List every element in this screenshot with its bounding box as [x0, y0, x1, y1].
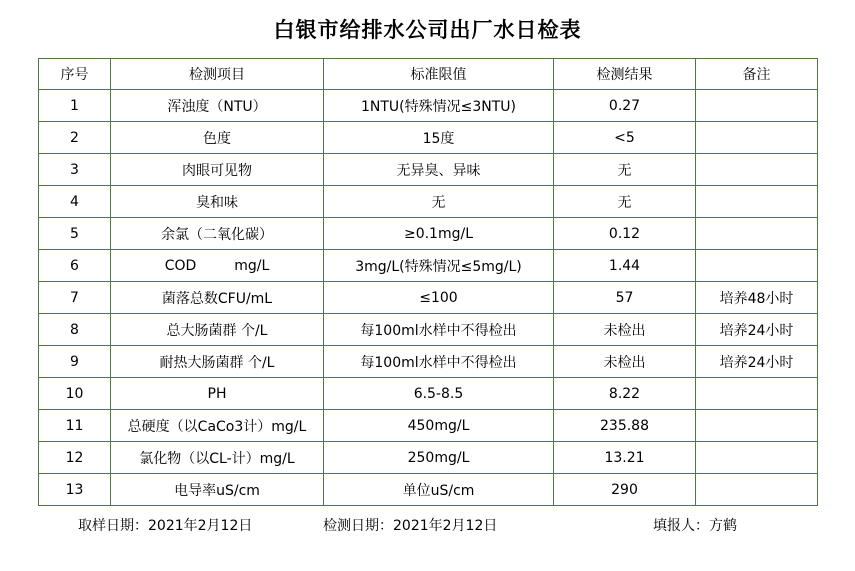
water-quality-table: [38, 58, 818, 506]
cell-no: 3: [39, 154, 111, 186]
cell-limit: 6.5-8.5: [324, 378, 554, 410]
cell-no: 2: [39, 122, 111, 154]
cell-no: 11: [39, 410, 111, 442]
table-row: [39, 442, 818, 474]
test-date: 检测日期：2021年2月12日: [323, 518, 498, 534]
cell-item: PH: [111, 378, 324, 410]
column-header-limit: 标准限值: [324, 59, 554, 90]
cell-result: 未检出: [554, 346, 696, 378]
cell-note: [696, 474, 818, 506]
column-header-note: 备注: [696, 59, 818, 90]
sample-date: 取样日期：2021年2月12日: [78, 518, 253, 534]
cell-no: 7: [39, 282, 111, 314]
table-header-row: [39, 59, 818, 90]
table-row: [39, 346, 818, 378]
cell-item: 色度: [111, 122, 324, 154]
report-page: [0, 14, 855, 571]
cell-item-unit: mg/L: [234, 257, 270, 274]
table-row: [39, 282, 818, 314]
cell-limit: 每100ml水样中不得检出: [324, 346, 554, 378]
cell-note: [696, 250, 818, 282]
filler-name: 填报人：方鹤: [653, 518, 737, 534]
cell-limit: 每100ml水样中不得检出: [324, 314, 554, 346]
page-title: 白银市给排水公司出厂水日检表: [273, 18, 582, 42]
cell-result: 235.88: [554, 410, 696, 442]
table-row: [39, 90, 818, 122]
cell-no: 9: [39, 346, 111, 378]
cell-item: [111, 250, 324, 282]
cell-result: 未检出: [554, 314, 696, 346]
cell-note: [696, 122, 818, 154]
cell-item-label: COD: [164, 257, 197, 274]
cell-limit: 单位uS/cm: [324, 474, 554, 506]
cell-result: 无: [554, 154, 696, 186]
cell-no: 12: [39, 442, 111, 474]
cell-item: 菌落总数CFU/mL: [111, 282, 324, 314]
table-row: [39, 186, 818, 218]
cell-no: 1: [39, 90, 111, 122]
cell-no: 5: [39, 218, 111, 250]
table-row: [39, 218, 818, 250]
cell-limit: 250mg/L: [324, 442, 554, 474]
cell-limit: ≥0.1mg/L: [324, 218, 554, 250]
cell-result: 8.22: [554, 378, 696, 410]
column-header-no: 序号: [39, 59, 111, 90]
cell-item: 浑浊度（NTU）: [111, 90, 324, 122]
table-row: [39, 474, 818, 506]
table-header: [39, 59, 818, 90]
cell-item: 总大肠菌群 个/L: [111, 314, 324, 346]
cell-limit: 3mg/L(特殊情况≤5mg/L): [324, 250, 554, 282]
cell-limit: ≤100: [324, 282, 554, 314]
report-footer: [38, 515, 817, 535]
cell-no: 6: [39, 250, 111, 282]
cell-item: 余氯（二氧化碳）: [111, 218, 324, 250]
cell-item: 总硬度（以CaCo3计）mg/L: [111, 410, 324, 442]
table-body: [39, 90, 818, 506]
cell-result: 13.21: [554, 442, 696, 474]
cell-limit: 无异臭、异味: [324, 154, 554, 186]
column-header-result: 检测结果: [554, 59, 696, 90]
cell-item: 电导率uS/cm: [111, 474, 324, 506]
table-row: [39, 250, 818, 282]
cell-note: [696, 218, 818, 250]
cell-limit: 无: [324, 186, 554, 218]
cell-result: 无: [554, 186, 696, 218]
cell-limit: 1NTU(特殊情况≤3NTU): [324, 90, 554, 122]
cell-limit: 450mg/L: [324, 410, 554, 442]
cell-note: 培养24小时: [696, 314, 818, 346]
cell-no: 4: [39, 186, 111, 218]
report-table-wrapper: [38, 58, 817, 506]
cell-item: 耐热大肠菌群 个/L: [111, 346, 324, 378]
cell-no: 10: [39, 378, 111, 410]
cell-result: 57: [554, 282, 696, 314]
cell-note: [696, 378, 818, 410]
cell-note: 培养24小时: [696, 346, 818, 378]
table-row: [39, 154, 818, 186]
column-header-item: 检测项目: [111, 59, 324, 90]
table-row: [39, 410, 818, 442]
cell-item: 肉眼可见物: [111, 154, 324, 186]
cell-note: [696, 90, 818, 122]
table-row: [39, 378, 818, 410]
cell-no: 8: [39, 314, 111, 346]
cell-result: 0.27: [554, 90, 696, 122]
table-row: [39, 314, 818, 346]
table-row: [39, 122, 818, 154]
cell-item: 氯化物（以CL-计）mg/L: [111, 442, 324, 474]
cell-limit: 15度: [324, 122, 554, 154]
cell-note: [696, 154, 818, 186]
cell-note: [696, 410, 818, 442]
cell-result: 1.44: [554, 250, 696, 282]
cell-note: [696, 442, 818, 474]
cell-result: 0.12: [554, 218, 696, 250]
cell-item: 臭和味: [111, 186, 324, 218]
cell-no: 13: [39, 474, 111, 506]
cell-result: <5: [554, 122, 696, 154]
cell-note: [696, 186, 818, 218]
cell-result: 290: [554, 474, 696, 506]
cell-note: 培养48小时: [696, 282, 818, 314]
